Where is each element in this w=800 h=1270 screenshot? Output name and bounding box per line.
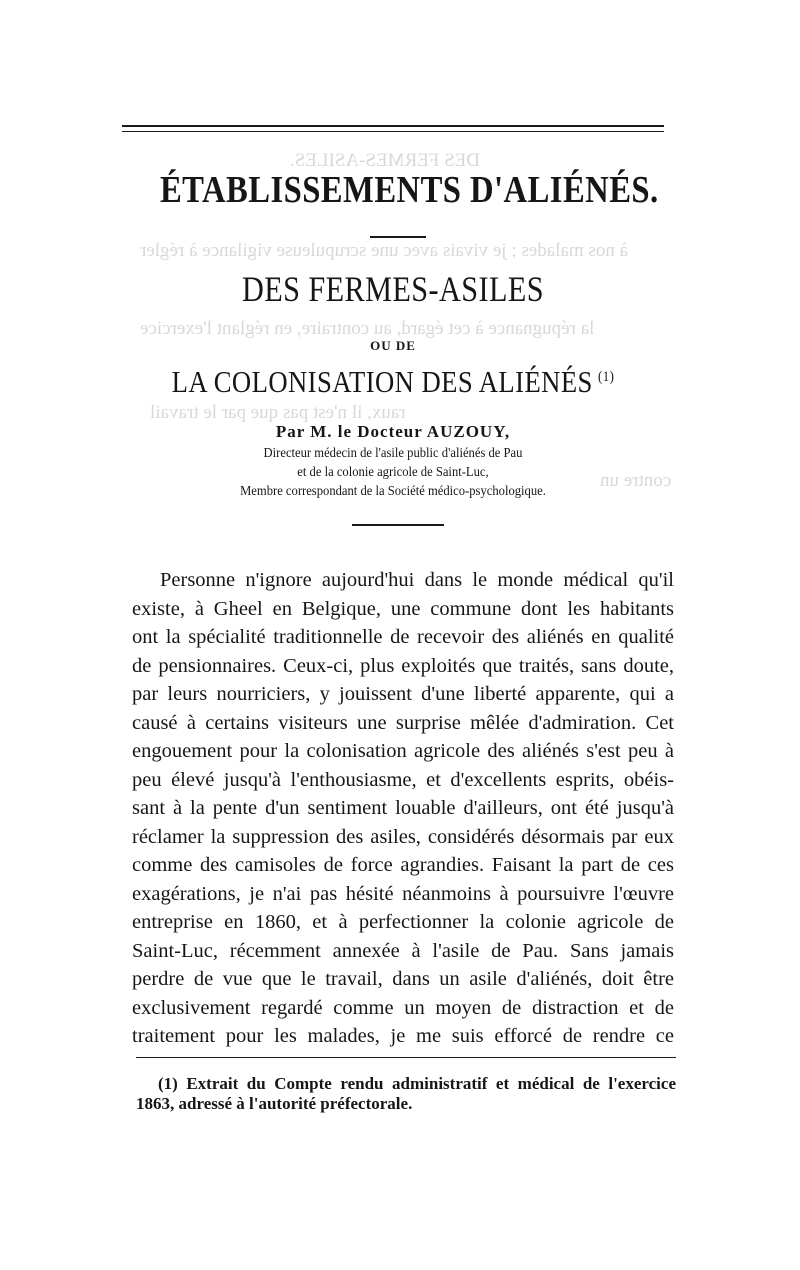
article-subtitle bbox=[160, 364, 626, 400]
author-affiliation-line: et de la colonie agricole de Saint-Luc, bbox=[297, 465, 489, 480]
body-line: peu élevé jusqu'à l'enthousiasme, et d'excellents esprits, obéis- bbox=[132, 769, 674, 791]
body-line: sant à la pente d'un sentiment louable d'ailleurs, ont été jusqu'à bbox=[132, 797, 674, 819]
title-divider bbox=[370, 236, 426, 238]
footnote-line: 1863, adressé à l'autorité préfectorale. bbox=[136, 1094, 413, 1113]
top-double-rule bbox=[122, 131, 664, 132]
footnote-marker: (1) bbox=[597, 368, 615, 385]
body-line: ont la spécialité traditionnelle de recevoir des aliénés en qualité bbox=[132, 626, 674, 648]
article-subtitle-text: LA COLONISATION DES ALIÉNÉS bbox=[171, 364, 593, 399]
body-line: exclusivement regardé comme un moyen de distraction et de bbox=[132, 997, 674, 1019]
show-through-text: la répugnance à cet égard, au contraire, en réglant l'exercice bbox=[140, 318, 595, 339]
article-title: DES FERMES-ASILES bbox=[241, 269, 545, 309]
section-category-title: ÉTABLISSEMENTS D'ALIÉNÉS. bbox=[159, 169, 659, 211]
body-line: comme des camisoles de force agrandies. Faisant la part de ces bbox=[132, 854, 674, 876]
top-double-rule bbox=[122, 125, 664, 127]
section-divider bbox=[352, 524, 444, 526]
body-line: existe, à Gheel en Belgique, une commune dont les habitants bbox=[132, 598, 674, 620]
body-line: engouement pour la colonisation agricole des aliénés s'est peu à bbox=[132, 740, 674, 762]
show-through-text: DES FERMES-ASILES. bbox=[290, 150, 481, 171]
body-line: Personne n'ignore aujourd'hui dans le monde médical qu'il bbox=[160, 569, 674, 591]
body-line: réclamer la suppression des asiles, considérés désormais par eux bbox=[132, 826, 674, 848]
show-through-text: raux, il n'est pas que par le travail bbox=[150, 402, 406, 423]
author-byline: Par M. le Docteur AUZOUY, bbox=[275, 422, 511, 441]
body-line: causé à certains visiteurs une surprise mêlée d'admiration. Cet bbox=[132, 712, 674, 734]
body-line: perdre de vue que le travail, dans un asile d'aliénés, doit être bbox=[132, 968, 674, 990]
show-through-text: à nos malades ; je vivais avec une scrupuleuse vigilance à régler bbox=[140, 240, 628, 261]
author-affiliation-line: Directeur médecin de l'asile public d'aliénés de Pau bbox=[263, 446, 523, 461]
show-through-text: contre un bbox=[600, 470, 672, 491]
body-line: de pensionnaires. Ceux-ci, plus exploités que traités, sans doute, bbox=[132, 655, 674, 677]
author-affiliation-line: Membre correspondant de la Société médico-psychologique. bbox=[240, 484, 546, 499]
footnote-line: (1) Extrait du Compte rendu administratif et médical de l'exercice bbox=[158, 1074, 676, 1093]
body-line: par leurs nourriciers, y jouissent d'une liberté apparente, qui a bbox=[132, 683, 674, 705]
body-line: entreprise en 1860, et à perfectionner la colonie agricole de bbox=[132, 911, 674, 933]
body-line: exagérations, je n'ai pas hésité néanmoins à poursuivre l'œuvre bbox=[132, 883, 674, 905]
body-line: Saint-Luc, récemment annexée à l'asile de Pau. Sans jamais bbox=[132, 940, 674, 962]
title-connector: OU DE bbox=[370, 338, 416, 353]
footnote-rule bbox=[136, 1057, 676, 1058]
body-line: traitement pour les malades, je me suis efforcé de rendre ce bbox=[132, 1025, 674, 1047]
